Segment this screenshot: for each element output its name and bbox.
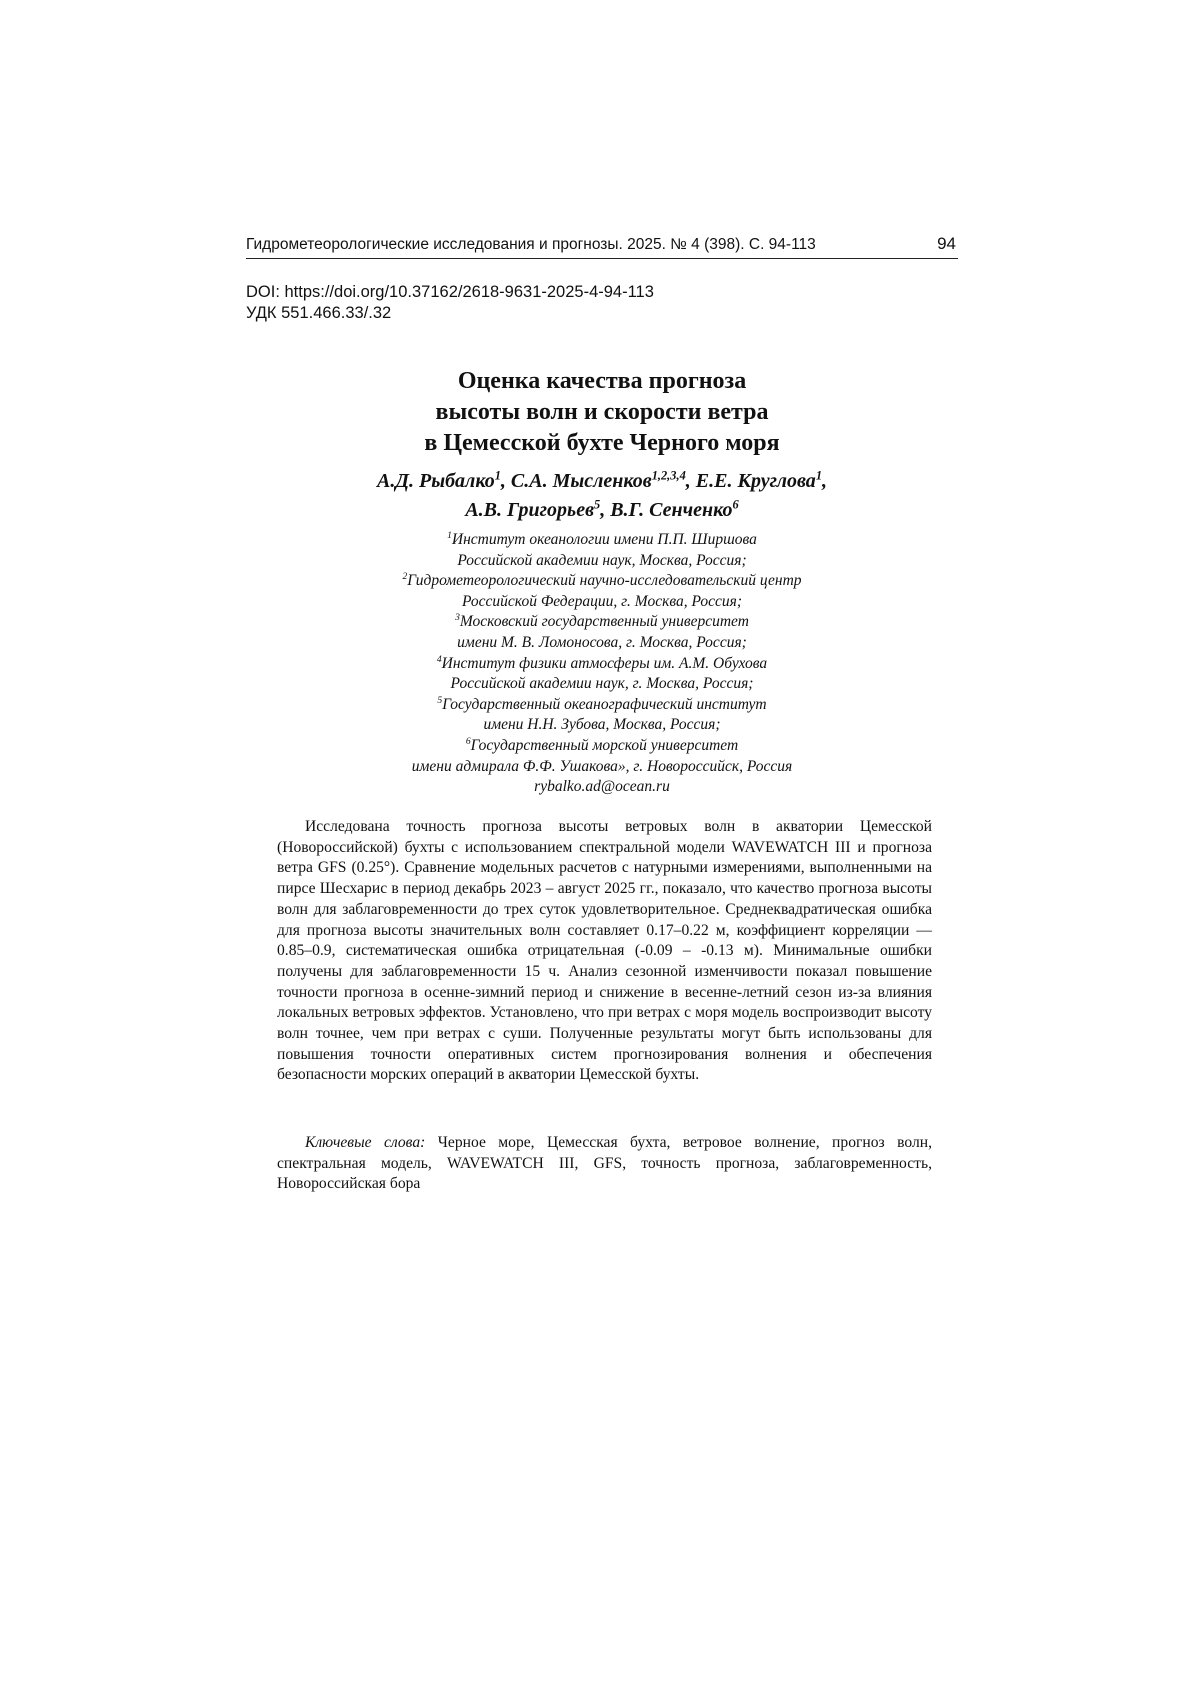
author-name: А.Д. Рыбалко	[376, 470, 495, 492]
affiliation-number: 3	[455, 612, 460, 624]
title-line: Оценка качества прогноза	[457, 368, 747, 394]
abstract-text: Исследована точность прогноза высоты ветровых волн в акватории Цемесской (Новороссийской) бухты с использованием спектральной модели WAVEWATCH III и прогноза ветра GFS (0.25°). Сравнение модельных расчетов с натурными измерениями, выполненными на пирсе Шесхарис в период декабрь 2023 – август 2025 гг., показало, что качество прогноза высоты волн для заблаговременности до трех суток удовлетворительное. Среднеквадратическая ошибка для прогноза высоты значительных волн составляет 0.17–0.22 м, коэффициент корреляции — 0.85–0.9, систематическая ошибка отрицательная (-0.09 – -0.13 м). Минимальные ошибки получены для заблаговременности 15 ч. Анализ сезонной изменчивости показал повышение точности прогноза в осенне-зимний период и снижение в весенне-летний сезон из-за влияния локальных ветровых эффектов. Установлено, что при ветрах с моря модель воспроизводит высоту волн точнее, чем при ветрах с суши. Полученные результаты могут быть использованы для повышения точности оперативных систем прогнозирования волнения и обеспечения безопасности морских операций в акватории Цемесской бухты.	[277, 818, 932, 1084]
affiliation-line	[246, 695, 958, 716]
keywords-text: Черное море, Цемесская бухта, ветровое волнение, прогноз волн, спектральная модель, WAVEWATCH III, GFS, точность прогноза, заблаговременность, Новороссийская бора	[277, 1134, 932, 1193]
author-list	[246, 467, 958, 525]
author-name: А.В. Григорьев	[465, 499, 595, 521]
contact-email[interactable]: rybalko.ad@ocean.ru	[534, 778, 670, 796]
author-affiliation-mark: 1	[815, 468, 823, 483]
affiliation-line: Российской академии наук, Москва, Россия;	[457, 551, 747, 569]
author-name: В.Г. Сенченко	[610, 499, 733, 521]
article-identifiers	[246, 282, 654, 324]
author-affiliation-mark: 6	[732, 497, 739, 512]
author-separator: ,	[500, 470, 511, 492]
affiliation-text: Институт океанологии имени П.П. Ширшова	[451, 531, 757, 548]
author-affiliation-mark: 1	[494, 468, 501, 483]
author-separator: ,	[600, 499, 611, 521]
affiliation-list	[246, 530, 958, 798]
affiliation-text: Государственный морской университет	[470, 736, 739, 754]
affiliation-number: 4	[436, 653, 442, 665]
page-number: 94	[937, 234, 956, 253]
affiliation-line: Российской Федерации, г. Москва, Россия;	[461, 592, 743, 610]
affiliation-number: 5	[437, 694, 443, 706]
affiliation-line	[246, 612, 958, 633]
author-separator: ,	[822, 470, 828, 492]
affiliation-number: 1	[447, 529, 452, 541]
abstract	[277, 817, 932, 1086]
udc-line: УДК 551.466.33/.32	[246, 304, 392, 322]
keywords	[277, 1133, 932, 1195]
author-line	[246, 467, 958, 496]
title-line: в Цемесской бухте Черного моря	[424, 430, 780, 456]
affiliation-text: Государственный океанографический институт	[442, 695, 767, 713]
title-line: высоты волн и скорости ветра	[435, 399, 769, 425]
author-name: С.А. Мысленков	[510, 470, 652, 492]
author-affiliation-mark: 5	[594, 497, 601, 512]
running-header	[246, 234, 958, 259]
affiliation-line	[246, 571, 958, 592]
affiliation-text: Гидрометеорологический научно-исследовательский центр	[407, 572, 802, 590]
author-separator: ,	[685, 470, 696, 492]
author-affiliation-mark: 1,2,3,4	[651, 468, 686, 483]
journal-citation: Гидрометеорологические исследования и прогнозы. 2025. № 4 (398). С. 94-113	[246, 236, 816, 253]
keywords-label: Ключевые слова:	[305, 1134, 426, 1151]
affiliation-line: имени М. В. Ломоносова, г. Москва, Россия;	[457, 633, 747, 651]
affiliation-text: Институт физики атмосферы им. А.М. Обухова	[441, 654, 768, 672]
affiliation-line	[246, 530, 958, 551]
affiliation-number: 6	[465, 735, 471, 747]
affiliation-line: Российской академии наук, г. Москва, Россия;	[450, 675, 754, 693]
affiliation-line	[246, 654, 958, 675]
affiliation-number: 2	[402, 571, 408, 583]
affiliation-line: имени адмирала Ф.Ф. Ушакова», г. Новороссийск, Россия	[411, 757, 793, 775]
article-title	[246, 366, 958, 459]
affiliation-text: Московский государственный университет	[459, 613, 749, 631]
affiliation-line: имени Н.Н. Зубова, Москва, Россия;	[483, 716, 721, 734]
doi-line[interactable]: DOI: https://doi.org/10.37162/2618-9631-2025-4-94-113	[246, 283, 654, 301]
affiliation-line	[246, 736, 958, 757]
author-line	[246, 496, 958, 525]
author-name: Е.Е. Круглова	[695, 470, 816, 492]
